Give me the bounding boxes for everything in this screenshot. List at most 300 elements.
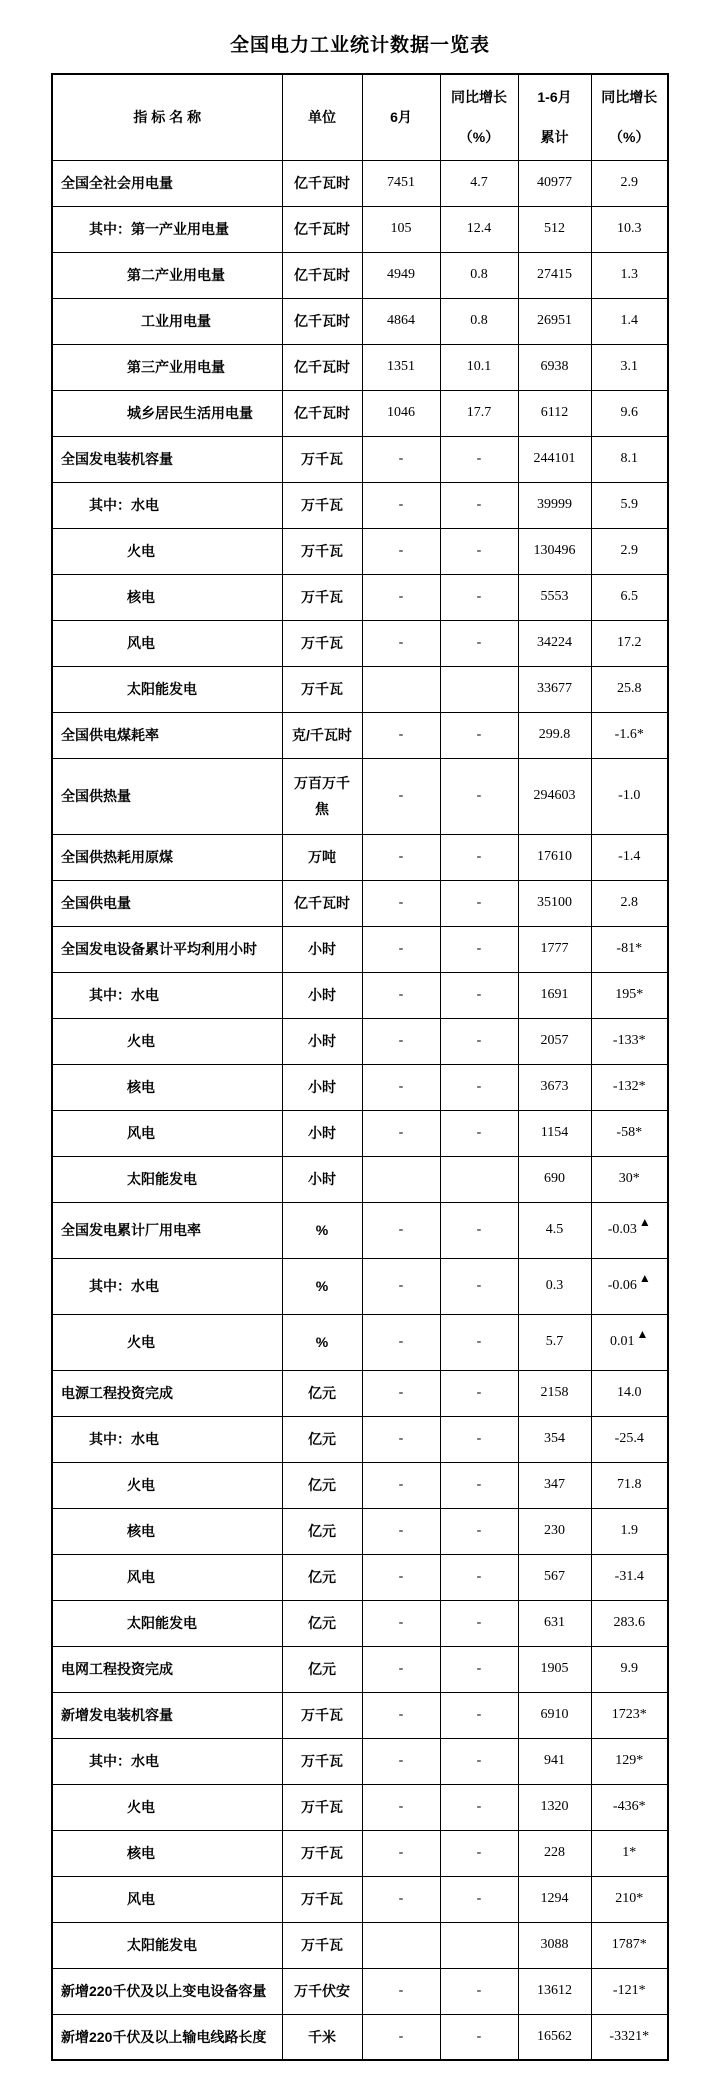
cell-indicator-name: 其中：水电: [52, 1258, 282, 1314]
cell-june-value: -: [362, 1784, 440, 1830]
cell-indicator-name: 全国供电量: [52, 880, 282, 926]
cell-indicator-name: 太阳能发电: [52, 1922, 282, 1968]
cell-indicator-name: 工业用电量: [52, 298, 282, 344]
cell-june-value: 7451: [362, 160, 440, 206]
cell-june-value: -: [362, 1064, 440, 1110]
cell-indicator-name: 火电: [52, 1462, 282, 1508]
cell-june-yoy: -: [440, 1462, 518, 1508]
cell-cumulative-value: 299.8: [518, 712, 591, 758]
cell-unit: 亿千瓦时: [282, 298, 362, 344]
cell-unit: 小时: [282, 1156, 362, 1202]
cell-unit: %: [282, 1202, 362, 1258]
cell-june-yoy: -: [440, 1202, 518, 1258]
cell-indicator-name: 全国发电累计厂用电率: [52, 1202, 282, 1258]
cell-june-value: -: [362, 1600, 440, 1646]
cell-unit: 亿元: [282, 1462, 362, 1508]
cell-june-value: 1351: [362, 344, 440, 390]
cell-unit: 亿千瓦时: [282, 206, 362, 252]
cell-unit: 亿元: [282, 1416, 362, 1462]
cell-cumulative-value: 35100: [518, 880, 591, 926]
table-row: [52, 2014, 668, 2060]
cell-cumulative-value: 0.3: [518, 1258, 591, 1314]
cell-cumulative-value: 34224: [518, 620, 591, 666]
header-june-yoy-percent: （%）: [458, 129, 500, 146]
table-row: [52, 1922, 668, 1968]
cell-june-value: -: [362, 972, 440, 1018]
cell-cumulative-yoy: 2.8: [591, 880, 668, 926]
cell-cumulative-value: 354: [518, 1416, 591, 1462]
header-cumulative-yoy-percent: （%）: [609, 129, 650, 146]
table-row: [52, 1156, 668, 1202]
header-unit: [282, 74, 362, 160]
cell-june-value: -: [362, 1370, 440, 1416]
header-cumulative-period: 1-6月: [537, 89, 572, 106]
table-row: [52, 926, 668, 972]
cell-cumulative-value: 1154: [518, 1110, 591, 1156]
table-row: [52, 1692, 668, 1738]
cell-cumulative-yoy: 283.6: [591, 1600, 668, 1646]
cell-june-yoy: -: [440, 1314, 518, 1370]
triangle-marker-icon: ▲: [638, 1271, 651, 1286]
cell-cumulative-yoy: -132*: [591, 1064, 668, 1110]
cell-june-value: -: [362, 2014, 440, 2060]
cell-june-yoy: -: [440, 972, 518, 1018]
cell-indicator-name: 太阳能发电: [52, 1600, 282, 1646]
cell-unit: 万千瓦: [282, 620, 362, 666]
cell-unit: 亿元: [282, 1600, 362, 1646]
cell-june-yoy: -: [440, 834, 518, 880]
cell-unit: 万千瓦: [282, 528, 362, 574]
cell-cumulative-value: 6938: [518, 344, 591, 390]
table-row: [52, 344, 668, 390]
table-row: [52, 1876, 668, 1922]
table-row: [52, 1416, 668, 1462]
table-row: [52, 160, 668, 206]
cell-cumulative-yoy: 17.2: [591, 620, 668, 666]
cell-indicator-name: 火电: [52, 528, 282, 574]
cell-cumulative-value: 347: [518, 1462, 591, 1508]
cell-cumulative-yoy: -1.0: [591, 758, 668, 834]
cell-june-yoy: -: [440, 1554, 518, 1600]
cell-indicator-name: 新增220千伏及以上输电线路长度: [52, 2014, 282, 2060]
cell-cumulative-value: 13612: [518, 1968, 591, 2014]
cell-cumulative-value: 1320: [518, 1784, 591, 1830]
cell-june-value: -: [362, 1646, 440, 1692]
cell-indicator-name: 风电: [52, 1110, 282, 1156]
table-row: [52, 1646, 668, 1692]
cell-june-value: -: [362, 1110, 440, 1156]
cell-cumulative-yoy: -3321*: [591, 2014, 668, 2060]
cell-indicator-name: 其中：水电: [52, 482, 282, 528]
cell-unit: 亿元: [282, 1370, 362, 1416]
cell-june-yoy: 0.8: [440, 298, 518, 344]
cell-cumulative-yoy: 210*: [591, 1876, 668, 1922]
cell-june-yoy: -: [440, 1830, 518, 1876]
cell-june-value: -: [362, 574, 440, 620]
cell-unit: 万千瓦: [282, 1692, 362, 1738]
cell-cumulative-yoy: 1787*: [591, 1922, 668, 1968]
cell-june-value: -: [362, 1202, 440, 1258]
cell-june-value: -: [362, 436, 440, 482]
cell-june-yoy: 4.7: [440, 160, 518, 206]
cell-june-value: -: [362, 834, 440, 880]
cell-unit: 千米: [282, 2014, 362, 2060]
cell-cumulative-yoy: [591, 1202, 668, 1258]
cell-cumulative-yoy: 8.1: [591, 436, 668, 482]
cell-june-yoy: -: [440, 1876, 518, 1922]
cell-cumulative-yoy: 2.9: [591, 528, 668, 574]
cell-june-yoy: -: [440, 1018, 518, 1064]
table-row: [52, 834, 668, 880]
cell-cumulative-value: 6112: [518, 390, 591, 436]
table-row: [52, 390, 668, 436]
cell-cumulative-yoy: 5.9: [591, 482, 668, 528]
header-june: [362, 74, 440, 160]
cell-indicator-name: 电源工程投资完成: [52, 1370, 282, 1416]
cell-cumulative-yoy: 129*: [591, 1738, 668, 1784]
cell-june-yoy: -: [440, 712, 518, 758]
cell-june-value: -: [362, 1876, 440, 1922]
cell-june-yoy: -: [440, 926, 518, 972]
cell-june-value: -: [362, 1830, 440, 1876]
cell-cumulative-value: 5553: [518, 574, 591, 620]
cell-indicator-name: 全国供电煤耗率: [52, 712, 282, 758]
cell-june-yoy: 10.1: [440, 344, 518, 390]
table-row: [52, 1462, 668, 1508]
cell-cumulative-value: 2057: [518, 1018, 591, 1064]
cell-indicator-name: 风电: [52, 1554, 282, 1600]
cell-june-yoy: -: [440, 436, 518, 482]
cell-june-yoy: -: [440, 1064, 518, 1110]
cell-cumulative-yoy: 9.6: [591, 390, 668, 436]
table-row: [52, 758, 668, 834]
cell-cumulative-yoy: -58*: [591, 1110, 668, 1156]
cell-indicator-name: 火电: [52, 1018, 282, 1064]
cell-cumulative-value: 244101: [518, 436, 591, 482]
cell-indicator-name: 新增220千伏及以上变电设备容量: [52, 1968, 282, 2014]
cell-cumulative-yoy: -25.4: [591, 1416, 668, 1462]
cell-indicator-name: 太阳能发电: [52, 1156, 282, 1202]
cell-indicator-name: 城乡居民生活用电量: [52, 390, 282, 436]
cell-indicator-name: 电网工程投资完成: [52, 1646, 282, 1692]
cell-indicator-name: 太阳能发电: [52, 666, 282, 712]
cell-june-yoy: -: [440, 1110, 518, 1156]
cell-june-yoy: -: [440, 574, 518, 620]
cell-cumulative-value: 2158: [518, 1370, 591, 1416]
cell-unit: 万千瓦: [282, 1876, 362, 1922]
cell-indicator-name: 风电: [52, 1876, 282, 1922]
table-row: [52, 1508, 668, 1554]
triangle-marker-icon: ▲: [638, 1215, 651, 1230]
cell-cumulative-yoy: 3.1: [591, 344, 668, 390]
cell-june-yoy: -: [440, 1968, 518, 2014]
cell-unit: 万千瓦: [282, 574, 362, 620]
cell-unit: 亿千瓦时: [282, 160, 362, 206]
cell-cumulative-value: 27415: [518, 252, 591, 298]
cell-june-yoy: -: [440, 880, 518, 926]
page-title: 全国电力工业统计数据一览表: [229, 35, 490, 56]
cell-indicator-name: 火电: [52, 1314, 282, 1370]
statistics-table: [51, 73, 669, 2061]
cell-june-value: -: [362, 1508, 440, 1554]
cell-cumulative-value: 631: [518, 1600, 591, 1646]
table-header: [52, 74, 668, 160]
triangle-marker-icon: ▲: [636, 1327, 649, 1342]
cell-cumulative-yoy: -436*: [591, 1784, 668, 1830]
cell-june-yoy: -: [440, 528, 518, 574]
cell-indicator-name: 核电: [52, 1508, 282, 1554]
cell-june-value: 4949: [362, 252, 440, 298]
cell-cumulative-value: 3673: [518, 1064, 591, 1110]
cell-june-value: -: [362, 1314, 440, 1370]
cell-indicator-name: 全国供热耗用原煤: [52, 834, 282, 880]
cell-cumulative-yoy: -81*: [591, 926, 668, 972]
cell-unit: 万千瓦: [282, 1830, 362, 1876]
table-row: [52, 880, 668, 926]
cell-unit: 小时: [282, 972, 362, 1018]
cell-cumulative-value: 16562: [518, 2014, 591, 2060]
header-cumulative-yoy-label: 同比增长: [601, 89, 658, 106]
cell-june-value: -: [362, 1738, 440, 1784]
table-row: [52, 1110, 668, 1156]
cell-indicator-name: 其中：水电: [52, 1738, 282, 1784]
cell-cumulative-yoy: 9.9: [591, 1646, 668, 1692]
cell-june-value: -: [362, 712, 440, 758]
cell-cumulative-yoy: 10.3: [591, 206, 668, 252]
cell-cumulative-value: 228: [518, 1830, 591, 1876]
cell-cumulative-value: 1777: [518, 926, 591, 972]
cell-unit: 万千瓦: [282, 482, 362, 528]
cell-june-yoy: -: [440, 1646, 518, 1692]
cell-cumulative-value: 294603: [518, 758, 591, 834]
cell-unit: 亿千瓦时: [282, 880, 362, 926]
header-cumulative-yoy: [591, 74, 668, 160]
cell-june-value: -: [362, 1554, 440, 1600]
header-indicator-name: [52, 74, 282, 160]
table-body: [52, 160, 668, 2060]
cell-june-yoy: -: [440, 1784, 518, 1830]
cell-june-value: 4864: [362, 298, 440, 344]
cell-unit: 亿元: [282, 1554, 362, 1600]
cell-june-yoy: -: [440, 1416, 518, 1462]
cell-june-yoy: 0.8: [440, 252, 518, 298]
table-row: [52, 1600, 668, 1646]
cell-cumulative-yoy: -121*: [591, 1968, 668, 2014]
cell-june-value: [362, 666, 440, 712]
cell-cumulative-yoy: 1723*: [591, 1692, 668, 1738]
cell-unit: 亿元: [282, 1508, 362, 1554]
cell-june-value: 1046: [362, 390, 440, 436]
cell-june-yoy: -: [440, 758, 518, 834]
cell-june-yoy: [440, 1156, 518, 1202]
cell-cumulative-yoy: 1.4: [591, 298, 668, 344]
cell-cumulative-value: 1691: [518, 972, 591, 1018]
cell-indicator-name: 全国发电设备累计平均利用小时: [52, 926, 282, 972]
cell-cumulative-value: 26951: [518, 298, 591, 344]
cell-cumulative-value: 1294: [518, 1876, 591, 1922]
cell-june-value: -: [362, 620, 440, 666]
cell-indicator-name: 全国发电装机容量: [52, 436, 282, 482]
cell-cumulative-yoy: -1.6*: [591, 712, 668, 758]
table-row: [52, 1370, 668, 1416]
table-row: [52, 1830, 668, 1876]
cell-cumulative-yoy: 195*: [591, 972, 668, 1018]
cell-cumulative-yoy: 30*: [591, 1156, 668, 1202]
cell-june-value: [362, 1922, 440, 1968]
cell-june-value: 105: [362, 206, 440, 252]
cell-unit: 亿千瓦时: [282, 390, 362, 436]
cell-cumulative-value: 17610: [518, 834, 591, 880]
cell-june-yoy: 12.4: [440, 206, 518, 252]
cell-unit: 万千瓦: [282, 1738, 362, 1784]
cell-june-value: -: [362, 926, 440, 972]
cell-june-value: [362, 1156, 440, 1202]
cell-cumulative-value: 4.5: [518, 1202, 591, 1258]
table-row: [52, 528, 668, 574]
cell-june-value: -: [362, 1018, 440, 1064]
cell-indicator-name: 风电: [52, 620, 282, 666]
cell-cumulative-value: 567: [518, 1554, 591, 1600]
table-row: [52, 712, 668, 758]
cell-indicator-name: 核电: [52, 1830, 282, 1876]
cell-june-yoy: -: [440, 1370, 518, 1416]
cell-june-yoy: -: [440, 2014, 518, 2060]
cell-cumulative-value: 3088: [518, 1922, 591, 1968]
cell-cumulative-yoy: 1.3: [591, 252, 668, 298]
cell-indicator-name: 新增发电装机容量: [52, 1692, 282, 1738]
cell-june-value: -: [362, 758, 440, 834]
cell-june-yoy: 17.7: [440, 390, 518, 436]
table-row: [52, 1554, 668, 1600]
table-row: [52, 482, 668, 528]
cell-unit: 亿千瓦时: [282, 252, 362, 298]
cell-cumulative-yoy: [591, 1314, 668, 1370]
header-cumulative-label: 累计: [540, 129, 569, 146]
header-indicator-label: 指 标 名 称: [133, 109, 202, 126]
cell-june-yoy: -: [440, 1258, 518, 1314]
cell-unit: 小时: [282, 1110, 362, 1156]
cell-indicator-name: 火电: [52, 1784, 282, 1830]
cell-cumulative-yoy: 6.5: [591, 574, 668, 620]
table-row: [52, 436, 668, 482]
cell-cumulative-yoy: 71.8: [591, 1462, 668, 1508]
table-row: [52, 1968, 668, 2014]
cell-unit: %: [282, 1314, 362, 1370]
cell-cumulative-yoy: 25.8: [591, 666, 668, 712]
cell-cumulative-value: 690: [518, 1156, 591, 1202]
cell-june-value: -: [362, 1416, 440, 1462]
cell-unit: 万吨: [282, 834, 362, 880]
cell-cumulative-yoy: 14.0: [591, 1370, 668, 1416]
header-unit-label: 单位: [308, 109, 336, 126]
cell-indicator-name: 核电: [52, 574, 282, 620]
cell-unit: 小时: [282, 926, 362, 972]
cell-unit: 万千伏安: [282, 1968, 362, 2014]
cell-june-value: -: [362, 1258, 440, 1314]
cell-cumulative-yoy: -133*: [591, 1018, 668, 1064]
cell-june-value: -: [362, 528, 440, 574]
cell-june-yoy: -: [440, 1738, 518, 1784]
cell-cumulative-value: 1905: [518, 1646, 591, 1692]
table-row: [52, 1314, 668, 1370]
cell-unit: 小时: [282, 1018, 362, 1064]
cell-unit: 万百万千焦: [282, 758, 362, 834]
cell-june-yoy: -: [440, 482, 518, 528]
cell-indicator-name: 核电: [52, 1064, 282, 1110]
table-row: [52, 574, 668, 620]
table-row: [52, 1018, 668, 1064]
cell-unit: 万千瓦: [282, 436, 362, 482]
header-june-yoy-label: 同比增长: [451, 89, 507, 106]
cell-unit: %: [282, 1258, 362, 1314]
header-june-label: 6月: [390, 109, 412, 126]
yoy-value: -0.06: [607, 1278, 637, 1293]
cell-cumulative-yoy: 2.9: [591, 160, 668, 206]
cell-june-value: -: [362, 1692, 440, 1738]
cell-june-yoy: -: [440, 1508, 518, 1554]
cell-indicator-name: 第三产业用电量: [52, 344, 282, 390]
cell-june-yoy: [440, 1922, 518, 1968]
yoy-value: -0.03: [607, 1222, 637, 1237]
table-row: [52, 1738, 668, 1784]
cell-june-yoy: -: [440, 620, 518, 666]
cell-unit: 万千瓦: [282, 1922, 362, 1968]
table-row: [52, 972, 668, 1018]
yoy-value: 0.01: [610, 1334, 635, 1349]
cell-unit: 万千瓦: [282, 666, 362, 712]
cell-june-value: -: [362, 1968, 440, 2014]
cell-unit: 小时: [282, 1064, 362, 1110]
cell-cumulative-yoy: 1*: [591, 1830, 668, 1876]
table-row: [52, 1258, 668, 1314]
cell-june-yoy: [440, 666, 518, 712]
cell-cumulative-value: 6910: [518, 1692, 591, 1738]
cell-june-yoy: -: [440, 1692, 518, 1738]
cell-unit: 万千瓦: [282, 1784, 362, 1830]
header-row: [52, 74, 668, 160]
cell-cumulative-value: 130496: [518, 528, 591, 574]
cell-indicator-name: 其中：第一产业用电量: [52, 206, 282, 252]
table-row: [52, 206, 668, 252]
table-row: [52, 1784, 668, 1830]
cell-indicator-name: 第二产业用电量: [52, 252, 282, 298]
table-row: [52, 666, 668, 712]
cell-unit: 克/千瓦时: [282, 712, 362, 758]
cell-cumulative-yoy: [591, 1258, 668, 1314]
cell-indicator-name: 全国全社会用电量: [52, 160, 282, 206]
table-row: [52, 252, 668, 298]
cell-cumulative-value: 39999: [518, 482, 591, 528]
table-row: [52, 620, 668, 666]
cell-june-value: -: [362, 482, 440, 528]
table-row: [52, 1202, 668, 1258]
cell-cumulative-yoy: -1.4: [591, 834, 668, 880]
header-june-yoy: [440, 74, 518, 160]
cell-cumulative-yoy: 1.9: [591, 1508, 668, 1554]
cell-june-value: -: [362, 1462, 440, 1508]
cell-indicator-name: 全国供热量: [52, 758, 282, 834]
cell-unit: 亿千瓦时: [282, 344, 362, 390]
cell-cumulative-value: 5.7: [518, 1314, 591, 1370]
header-cumulative: [518, 74, 591, 160]
cell-indicator-name: 其中：水电: [52, 1416, 282, 1462]
cell-cumulative-value: 941: [518, 1738, 591, 1784]
cell-cumulative-value: 33677: [518, 666, 591, 712]
cell-june-yoy: -: [440, 1600, 518, 1646]
cell-indicator-name: 其中：水电: [52, 972, 282, 1018]
cell-cumulative-value: 512: [518, 206, 591, 252]
table-row: [52, 298, 668, 344]
